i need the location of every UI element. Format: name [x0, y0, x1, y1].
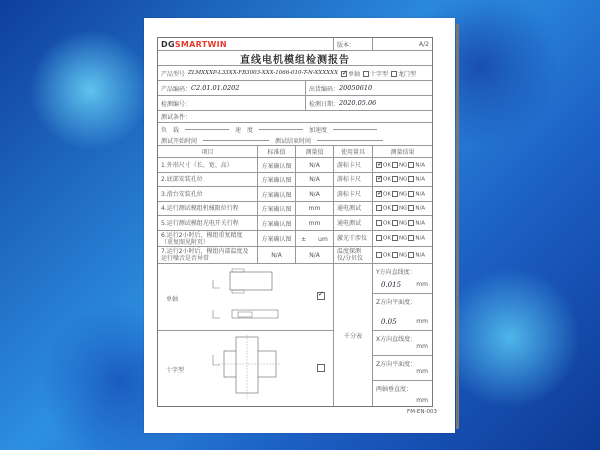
header-standard: 标准值 — [258, 146, 296, 157]
measure-label: Y方向直线度： — [376, 269, 416, 276]
result-ng[interactable]: NG — [392, 220, 407, 227]
row-item: 4.运行测试模组机械限位行程 — [158, 202, 258, 215]
result-ng[interactable]: NG — [392, 191, 407, 198]
measure-label: X方向直线度： — [376, 336, 417, 343]
table-row — [158, 187, 432, 202]
accel-field[interactable] — [333, 129, 377, 130]
code-value: C2.01.01.0202 — [191, 84, 240, 92]
checkbox-icon — [376, 252, 382, 258]
ship-value: 20050610 — [339, 84, 373, 92]
result-na[interactable]: N/A — [408, 252, 425, 259]
single-axis-diagram-icon — [208, 266, 288, 328]
result-ng[interactable]: NG — [392, 176, 407, 183]
checkbox-icon — [392, 235, 398, 241]
model-value: ZLMXXXP-L33XX-FB3003-XXX-1066-010-T-N-XXXXXX — [188, 70, 338, 76]
checkbox-icon — [408, 252, 414, 258]
report-title: 直线电机模组检测报告 — [158, 51, 432, 66]
checkbox-icon — [376, 191, 382, 197]
checkbox-icon — [408, 162, 414, 168]
row-standard: 方案确认图 — [258, 187, 296, 201]
cross-checkbox[interactable] — [317, 364, 325, 372]
result-ng[interactable]: NG — [392, 205, 407, 212]
checkbox-icon — [392, 162, 398, 168]
single-checkbox[interactable] — [317, 292, 325, 300]
result-na[interactable]: N/A — [408, 205, 425, 212]
end-label: 测试结束时间 — [275, 137, 312, 145]
measure-unit: mm — [416, 281, 428, 288]
checkbox-icon — [392, 205, 398, 211]
row-item: 6.运行2小时后，模组重复精度（重复图见附页） — [158, 231, 258, 246]
row-item: 5.运行测试模组光电开关行程 — [158, 216, 258, 230]
start-field[interactable] — [203, 140, 269, 141]
row-tool: 激光干涉仪 — [334, 231, 373, 246]
table-row — [158, 173, 432, 187]
result-ok[interactable]: OK — [376, 235, 391, 242]
accel-label: 加速度 — [309, 126, 328, 134]
result-ng[interactable]: NG — [392, 235, 407, 242]
checkbox-icon — [408, 205, 414, 211]
table-row — [158, 231, 432, 247]
result-na[interactable]: N/A — [408, 235, 425, 242]
row-item: 2.底部安装孔位 — [158, 173, 258, 186]
speed-label: 速 度 — [235, 126, 254, 134]
row-item: 7.运行2小时后，模组内部温度及运行噪音是否异常 — [158, 247, 258, 263]
result-na[interactable]: N/A — [408, 191, 425, 198]
load-field[interactable] — [185, 129, 229, 130]
result-ok[interactable]: ✓ OK — [376, 176, 391, 183]
checkbox-icon — [376, 235, 382, 241]
row-measured: mm — [296, 202, 334, 215]
checkbox-icon — [376, 205, 382, 211]
cross-label: 十字型 — [166, 367, 185, 374]
report-card — [144, 18, 455, 433]
measure-label: Z方向平面度： — [376, 299, 417, 306]
row-item: 1.外形尺寸（长、宽、高） — [158, 158, 258, 172]
checkbox-icon — [408, 235, 414, 241]
checkbox-icon — [376, 176, 382, 182]
checkbox-icon — [363, 71, 369, 77]
load-label: 负 载 — [161, 126, 180, 134]
type-single[interactable]: ✓ 单轴 — [341, 69, 360, 78]
row-measured: N/A — [296, 173, 334, 186]
measure-unit: mm — [416, 318, 428, 325]
checkbox-icon — [391, 71, 397, 77]
code-label: 产品编码： — [161, 85, 192, 93]
test-no-label: 检测编号： — [161, 100, 192, 108]
table-row — [158, 202, 432, 216]
row-measured: N/A — [296, 158, 334, 172]
measure-value[interactable]: 0.015 — [381, 281, 402, 289]
row-tool: 通电测试 — [334, 202, 373, 215]
checkbox-icon — [392, 191, 398, 197]
result-na[interactable]: N/A — [408, 176, 425, 183]
inspection-report — [157, 37, 433, 407]
tool-label: 千分表 — [334, 264, 373, 406]
result-ng[interactable]: NG — [392, 162, 407, 169]
start-label: 测试开始时间 — [161, 137, 198, 145]
version-value: A/2 — [419, 40, 429, 48]
table-row — [158, 158, 432, 173]
result-na[interactable]: N/A — [408, 162, 425, 169]
checkbox-icon — [408, 176, 414, 182]
checkbox-icon — [408, 220, 414, 226]
row-standard: 方案确认图 — [258, 216, 296, 230]
row-tool: 通电测试 — [334, 216, 373, 230]
checkbox-icon — [392, 252, 398, 258]
checkbox-icon — [376, 220, 382, 226]
row-measured: N/A — [296, 247, 334, 263]
result-ok[interactable]: ✓ OK — [376, 162, 391, 169]
logo: DG SMARTWIN — [158, 38, 334, 50]
header-measured: 测量值 — [296, 146, 334, 157]
checkbox-icon — [392, 176, 398, 182]
measure-label: Z方向平面度： — [376, 361, 417, 368]
row-measured: mm — [296, 216, 334, 230]
version-label: 版本： — [334, 38, 373, 50]
speed-field[interactable] — [259, 129, 303, 130]
measure-value[interactable]: 0.05 — [381, 318, 397, 326]
table-row — [158, 216, 432, 231]
measure-unit: mm — [416, 397, 428, 404]
row-standard: 方案确认图 — [258, 158, 296, 172]
row-item: 3.滑台安装孔位 — [158, 187, 258, 201]
conditions-label: 测试条件： — [161, 114, 192, 121]
test-date-value: 2020.05.06 — [339, 99, 377, 107]
end-field[interactable] — [317, 140, 383, 141]
result-ok[interactable]: OK — [376, 252, 391, 259]
header-item: 项目 — [158, 146, 258, 157]
measure-label: 两轴垂直度： — [376, 386, 413, 393]
single-axis-section — [158, 264, 333, 331]
measure-unit: mm — [416, 343, 428, 350]
checkbox-icon — [376, 162, 382, 168]
checkbox-icon — [392, 220, 398, 226]
header-tool: 使用量具 — [334, 146, 373, 157]
model-label: 产品型号 — [161, 70, 186, 78]
result-ok[interactable]: OK — [376, 220, 391, 227]
measure-cell — [373, 294, 432, 331]
measure-cell — [373, 331, 432, 356]
cross-section — [158, 331, 333, 405]
type-cross[interactable]: 十字型 — [363, 69, 388, 78]
type-gantry[interactable]: 龙门型 — [391, 69, 416, 78]
form-code: FM-EN-003 — [407, 409, 437, 415]
result-ng[interactable]: NG — [392, 252, 407, 259]
cross-diagram-icon — [208, 333, 288, 403]
row-measured: ± um — [296, 231, 334, 246]
result-ok[interactable]: OK — [376, 205, 391, 212]
table-row — [158, 247, 432, 264]
measure-cell — [373, 356, 432, 381]
header-result: 测量结果 — [390, 149, 415, 156]
checkbox-icon — [341, 71, 347, 77]
table-header — [158, 146, 432, 158]
measure-cell — [373, 381, 432, 406]
row-standard: 方案确认图 — [258, 231, 296, 246]
row-measured: N/A — [296, 187, 334, 201]
ship-label: 出货编码： — [309, 85, 340, 93]
single-label: 单轴 — [166, 296, 179, 303]
measure-unit: mm — [416, 368, 428, 375]
row-tool: 游标卡尺 — [334, 158, 373, 172]
row-standard: 方案确认图 — [258, 202, 296, 215]
result-na[interactable]: N/A — [408, 220, 425, 227]
row-tool: 游标卡尺 — [334, 173, 373, 186]
row-tool: 游标卡尺 — [334, 187, 373, 201]
checkbox-icon — [408, 191, 414, 197]
row-standard: N/A — [258, 247, 296, 263]
test-date-label: 检测日期： — [309, 100, 340, 108]
measure-cell — [373, 264, 432, 294]
row-standard: 方案确认图 — [258, 173, 296, 186]
row-tool: 温度探测仪/分贝仪 — [334, 247, 373, 263]
result-ok[interactable]: ✓ OK — [376, 191, 391, 198]
